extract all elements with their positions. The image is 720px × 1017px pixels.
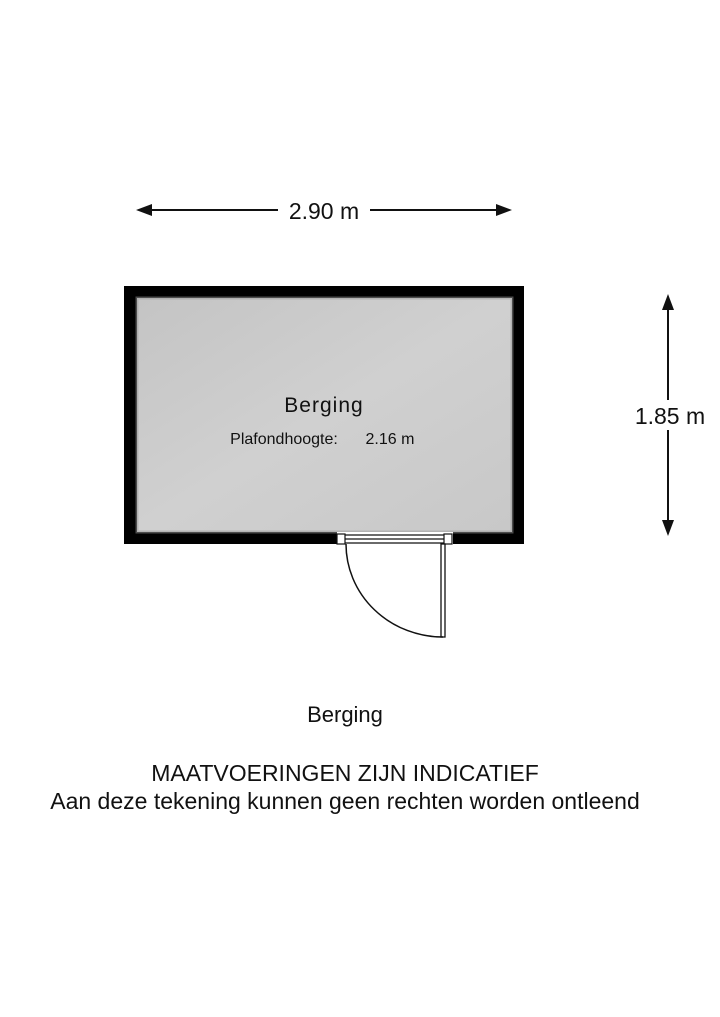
- height-label: 1.85 m: [634, 403, 706, 429]
- room-name: Berging: [284, 394, 364, 417]
- ceiling-height-value: 2.16 m: [365, 431, 415, 448]
- disclaimer-line2: Aan deze tekening kunnen geen rechten worden ontleend: [50, 788, 640, 814]
- arrow-left-icon: [136, 204, 152, 216]
- width-label: 2.90 m: [288, 198, 360, 224]
- arrow-down-icon: [662, 520, 674, 536]
- room-berging: [124, 286, 524, 544]
- door: [337, 532, 453, 637]
- door-opening: [337, 532, 453, 544]
- door-jamb-right: [444, 534, 452, 544]
- ceiling-height-label: Plafondhoogte:: [230, 431, 338, 448]
- width-dimension: [136, 198, 512, 224]
- floor-caption: Berging: [307, 702, 383, 727]
- door-jamb-left: [337, 534, 345, 544]
- door-leaf: [441, 544, 445, 637]
- disclaimer-line1: MAATVOERINGEN ZIJN INDICATIEF: [151, 760, 539, 786]
- height-dimension: [628, 294, 712, 536]
- door-swing-arc: [346, 544, 443, 637]
- arrow-up-icon: [662, 294, 674, 310]
- arrow-right-icon: [496, 204, 512, 216]
